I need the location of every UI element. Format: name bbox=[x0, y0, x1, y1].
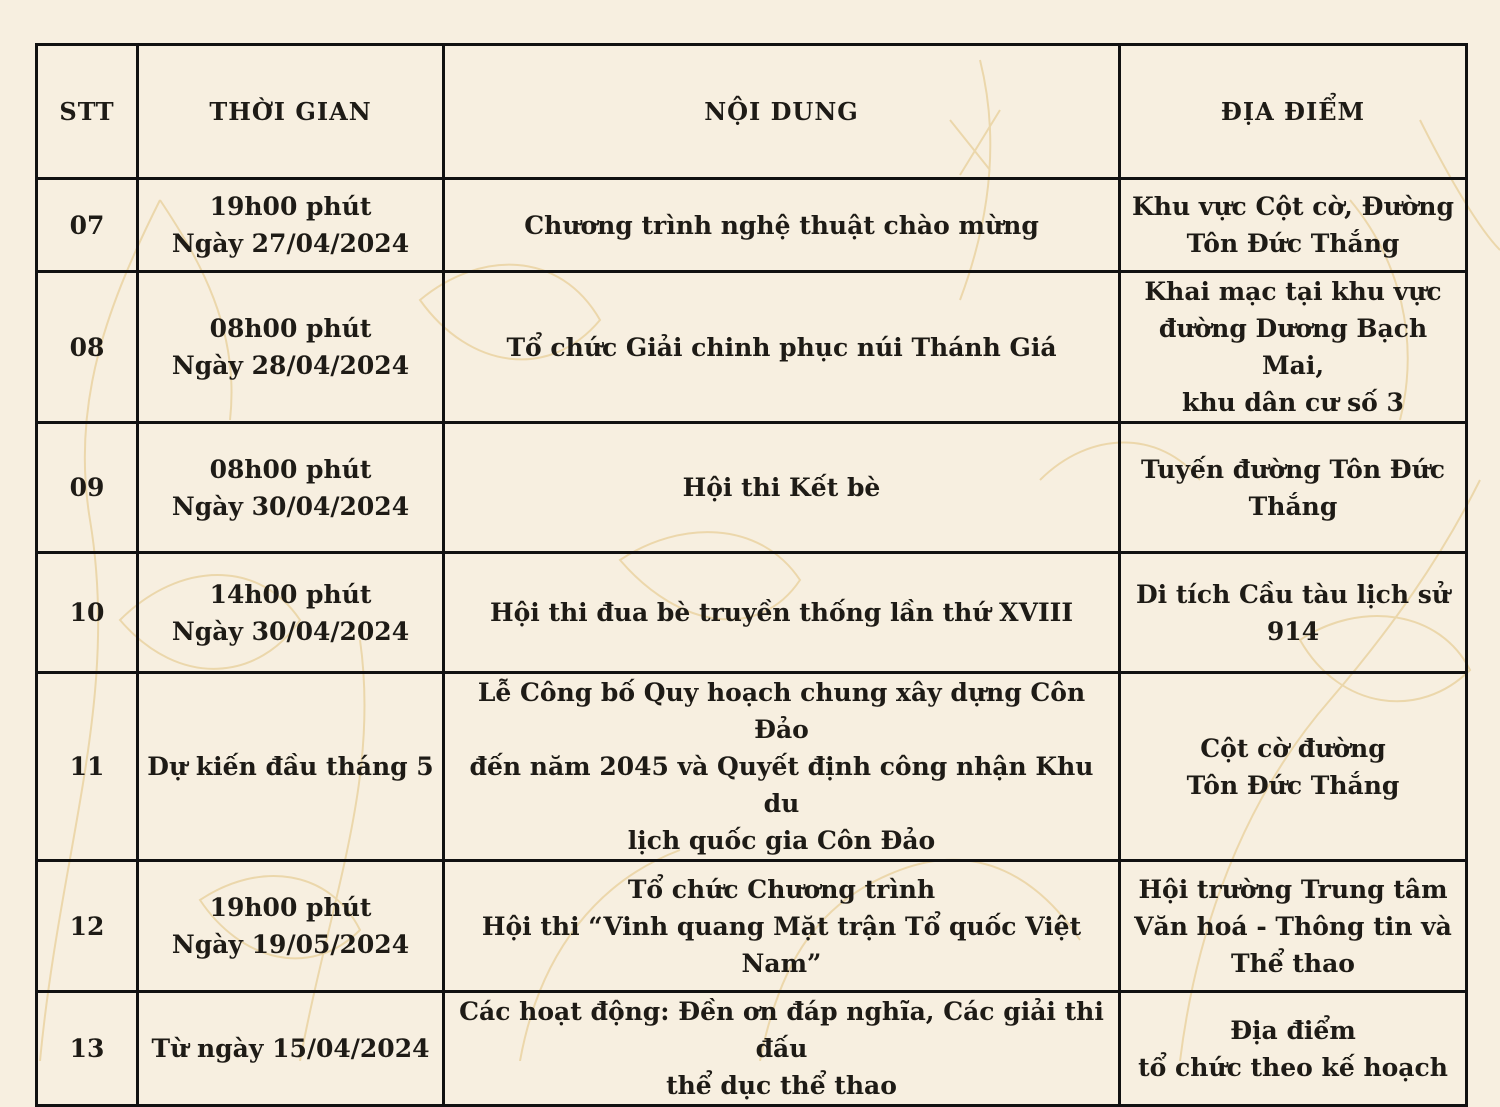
cell-content bbox=[444, 553, 1120, 673]
cell-content bbox=[444, 272, 1120, 423]
cell-content-line: Chương trình nghệ thuật chào mừng bbox=[524, 210, 1039, 240]
cell-time-line: Ngày 28/04/2024 bbox=[171, 351, 410, 380]
cell-time bbox=[138, 553, 444, 673]
cell-time bbox=[138, 861, 444, 992]
cell-time-line: Từ ngày 15/04/2024 bbox=[151, 1034, 430, 1063]
table-row bbox=[37, 272, 1467, 423]
cell-stt: 07 bbox=[37, 179, 138, 272]
cell-location-line: khu dân cư số 3 bbox=[1182, 388, 1404, 417]
cell-content-line: Hội thi “Vinh quang Mặt trận Tổ quốc Việt Nam” bbox=[481, 911, 1082, 978]
cell-time bbox=[138, 179, 444, 272]
cell-location-line: Văn hoá - Thông tin và bbox=[1134, 911, 1452, 941]
cell-stt: 08 bbox=[37, 272, 138, 423]
cell-time-line: 14h00 phút bbox=[209, 579, 372, 609]
cell-content-line: thể dục thể thao bbox=[666, 1071, 897, 1100]
cell-location-line: Tôn Đức Thắng bbox=[1186, 229, 1400, 258]
cell-content-line: đến năm 2045 và Quyết định công nhận Khu du bbox=[469, 752, 1094, 818]
table-row bbox=[37, 553, 1467, 673]
cell-content-line: Hội thi Kết bè bbox=[682, 473, 881, 502]
cell-location-line: Thắng bbox=[1248, 491, 1338, 521]
cell-time-line: 08h00 phút bbox=[209, 314, 372, 343]
header-stt: STT bbox=[37, 45, 138, 179]
header-time: THỜI GIAN bbox=[138, 45, 444, 179]
cell-time-line: 19h00 phút bbox=[209, 192, 372, 221]
cell-content-line: Các hoạt động: Đền ơn đáp nghĩa, Các giải thi đấu bbox=[459, 997, 1104, 1063]
cell-location bbox=[1120, 272, 1467, 423]
cell-location bbox=[1120, 992, 1467, 1106]
cell-location-line: Tôn Đức Thắng bbox=[1186, 770, 1400, 800]
cell-time-line: 19h00 phút bbox=[209, 893, 372, 922]
table-row bbox=[37, 673, 1467, 861]
cell-content-line: Hội thi đua bè truyền thống lần thứ XVIII bbox=[489, 598, 1074, 627]
cell-location-line: Hội trường Trung tâm bbox=[1138, 874, 1448, 904]
cell-location bbox=[1120, 553, 1467, 673]
header-location: ĐỊA ĐIỂM bbox=[1120, 45, 1467, 179]
cell-location-line: Cột cờ đường bbox=[1200, 733, 1386, 763]
header-content: NỘI DUNG bbox=[444, 45, 1120, 179]
cell-time-line: Ngày 30/04/2024 bbox=[171, 491, 410, 521]
cell-location bbox=[1120, 179, 1467, 272]
cell-location bbox=[1120, 423, 1467, 553]
table-header-row bbox=[37, 45, 1467, 179]
cell-content bbox=[444, 423, 1120, 553]
cell-location-line: Khu vực Cột cờ, Đường bbox=[1132, 192, 1454, 221]
cell-time-line: Ngày 19/05/2024 bbox=[171, 930, 410, 959]
event-schedule-table bbox=[35, 43, 1468, 1107]
cell-time bbox=[138, 673, 444, 861]
table-row bbox=[37, 861, 1467, 992]
cell-content bbox=[444, 179, 1120, 272]
cell-time bbox=[138, 272, 444, 423]
cell-time-line: Ngày 30/04/2024 bbox=[171, 616, 410, 646]
cell-location-line: Di tích Cầu tàu lịch sử bbox=[1136, 579, 1450, 609]
cell-location bbox=[1120, 861, 1467, 992]
cell-location-line: 914 bbox=[1266, 616, 1320, 646]
cell-stt: 13 bbox=[37, 992, 138, 1106]
cell-location-line: Thể thao bbox=[1231, 948, 1355, 978]
cell-time-line: 08h00 phút bbox=[209, 454, 372, 484]
cell-content bbox=[444, 673, 1120, 861]
cell-stt: 12 bbox=[37, 861, 138, 992]
cell-content-line: Tổ chức Giải chinh phục núi Thánh Giá bbox=[506, 332, 1057, 362]
cell-stt: 11 bbox=[37, 673, 138, 861]
cell-location-line: đường Dương Bạch Mai, bbox=[1158, 314, 1428, 380]
cell-content-line: lịch quốc gia Côn Đảo bbox=[627, 826, 936, 855]
cell-location-line: Khai mạc tại khu vực bbox=[1144, 277, 1442, 306]
cell-location bbox=[1120, 673, 1467, 861]
cell-content bbox=[444, 992, 1120, 1106]
table-row bbox=[37, 179, 1467, 272]
cell-location-line: Địa điểm bbox=[1230, 1015, 1356, 1045]
cell-time bbox=[138, 423, 444, 553]
cell-content bbox=[444, 861, 1120, 992]
cell-time-line: Ngày 27/04/2024 bbox=[171, 229, 410, 258]
cell-content-line: Lễ Công bố Quy hoạch chung xây dựng Côn Đảo bbox=[477, 678, 1086, 744]
cell-location-line: tổ chức theo kế hoạch bbox=[1138, 1052, 1448, 1082]
table-row bbox=[37, 992, 1467, 1106]
cell-location-line: Tuyến đường Tôn Đức bbox=[1140, 454, 1445, 484]
table-row bbox=[37, 423, 1467, 553]
cell-time-line: Dự kiến đầu tháng 5 bbox=[147, 752, 434, 781]
cell-time bbox=[138, 992, 444, 1106]
cell-stt: 10 bbox=[37, 553, 138, 673]
cell-content-line: Tổ chức Chương trình bbox=[627, 874, 936, 904]
cell-stt: 09 bbox=[37, 423, 138, 553]
